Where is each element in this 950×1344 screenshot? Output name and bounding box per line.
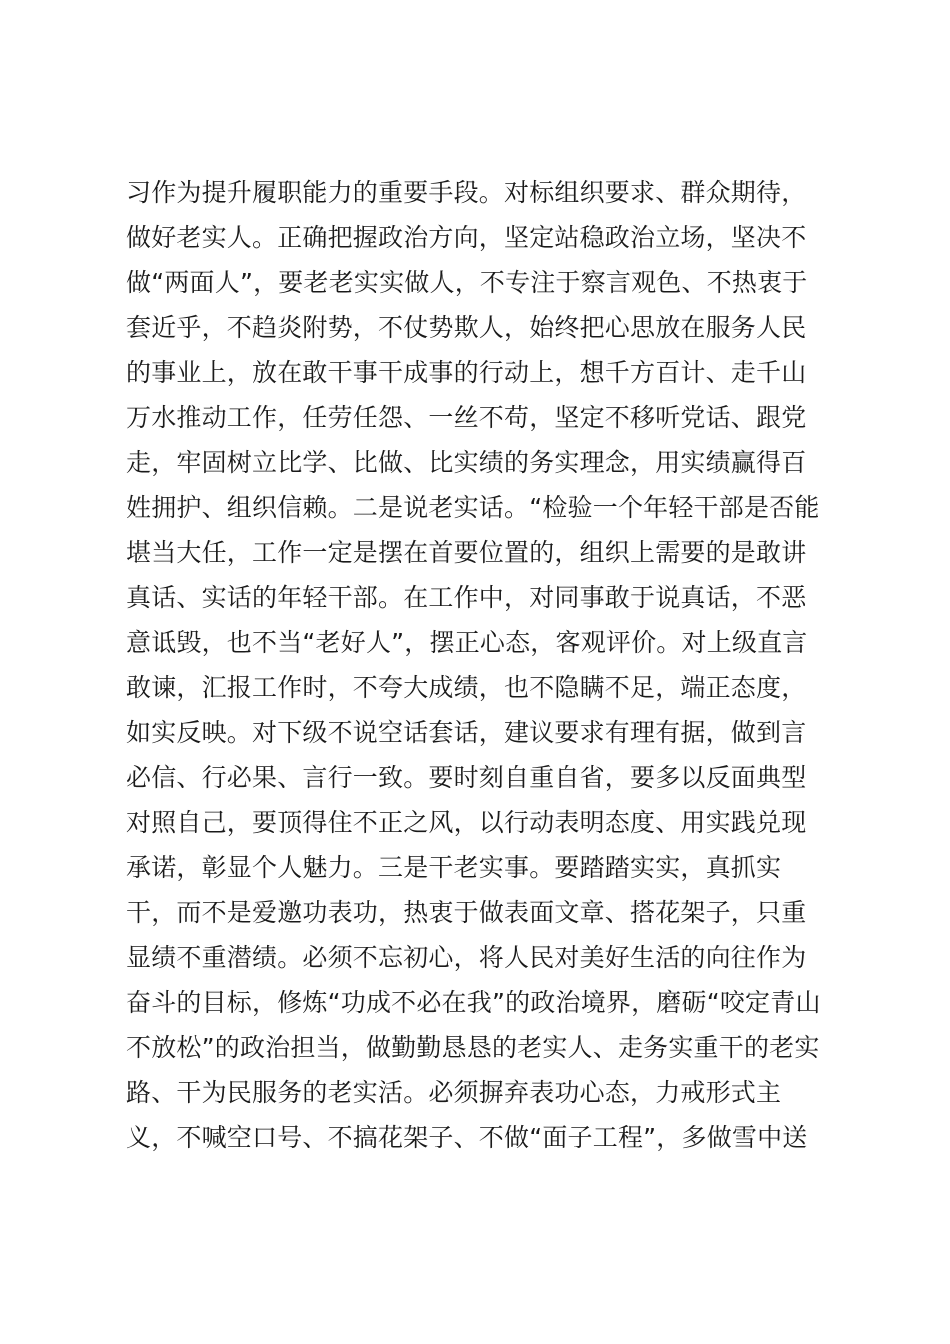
text-line: 姓拥护、组织信赖。二是说老实话。“检验一个年轻干部是否能 <box>126 493 820 522</box>
text-line: 承诺，彰显个人魅力。三是干老实事。要踏踏实实，真抓实 <box>126 853 782 882</box>
text-line: 奋斗的目标，修炼“功成不必在我”的政治境界，磨砺“咬定青山 <box>126 988 821 1017</box>
text-line: 不放松”的政治担当，做勤勤恳恳的老实人、走务实重干的老实 <box>126 1033 820 1062</box>
text-line: 如实反映。对下级不说空话套话，建议要求有理有据，做到言 <box>126 718 807 747</box>
body-paragraph <box>126 170 846 1160</box>
text-line: 敢谏，汇报工作时，不夸大成绩，也不隐瞒不足，端正态度， <box>126 673 807 702</box>
text-line: 万水推动工作，任劳任怨、一丝不苟，坚定不移听党话、跟党 <box>126 403 807 432</box>
text-line: 的事业上，放在敢干事干成事的行动上，想千方百计、走千山 <box>126 358 807 387</box>
text-line: 义，不喊空口号、不搞花架子、不做“面子工程”，多做雪中送 <box>126 1123 808 1152</box>
text-line: 路、干为民服务的老实活。必须摒弃表功心态，力戒形式主 <box>126 1078 782 1107</box>
text-line: 显绩不重潜绩。必须不忘初心，将人民对美好生活的向往作为 <box>126 943 807 972</box>
text-line: 做好老实人。正确把握政治方向，坚定站稳政治立场，坚决不 <box>126 223 807 252</box>
text-line: 干，而不是爱邀功表功，热衷于做表面文章、搭花架子，只重 <box>126 898 807 927</box>
text-line: 套近乎，不趋炎附势，不仗势欺人，始终把心思放在服务人民 <box>126 313 807 342</box>
text-line: 做“两面人”，要老老实实做人，不专注于察言观色、不热衷于 <box>126 268 808 297</box>
text-line: 习作为提升履职能力的重要手段。对标组织要求、群众期待， <box>126 178 807 207</box>
text-line: 对照自己，要顶得住不正之风，以行动表明态度、用实践兑现 <box>126 808 807 837</box>
text-line: 必信、行必果、言行一致。要时刻自重自省，要多以反面典型 <box>126 763 807 792</box>
text-line: 意诋毁，也不当“老好人”，摆正心态，客观评价。对上级直言 <box>126 628 808 657</box>
text-line: 真话、实话的年轻干部。在工作中，对同事敢于说真话，不恶 <box>126 583 807 612</box>
text-line: 走，牢固树立比学、比做、比实绩的务实理念，用实绩赢得百 <box>126 448 807 477</box>
text-line: 堪当大任，工作一定是摆在首要位置的，组织上需要的是敢讲 <box>126 538 807 567</box>
